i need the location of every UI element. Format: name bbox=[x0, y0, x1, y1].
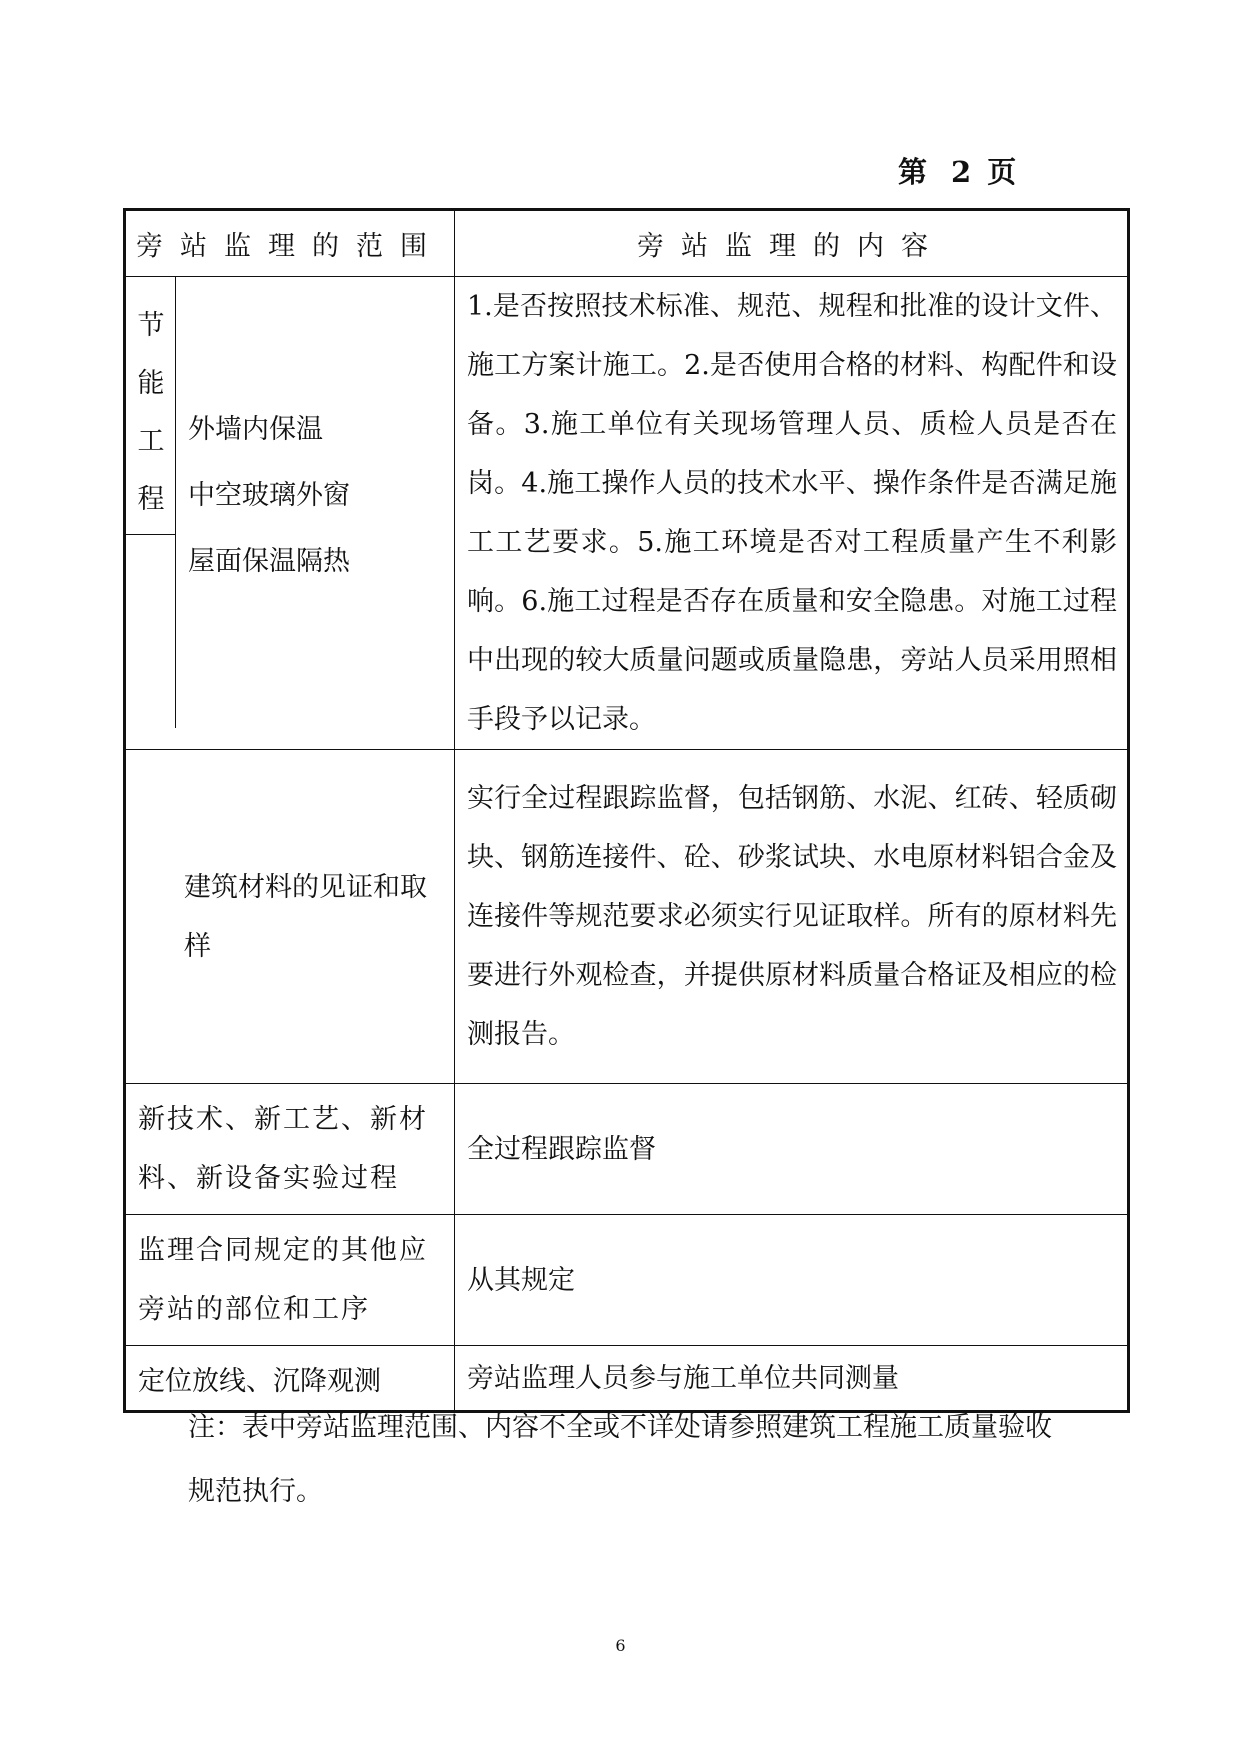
energy-label-char: 能 bbox=[137, 368, 165, 399]
column-header-content: 旁站监理的内容 bbox=[455, 210, 1129, 277]
position-content: 旁站监理人员参与施工单位共同测量 bbox=[455, 1346, 1129, 1412]
energy-content: 1.是否按照技术标准、规范、规程和批准的设计文件、施工方案计施工。2.是否使用合格的材料、构配件和设备。3.施工单位有关现场管理人员、质检人员是否在岗。4.施工操作人员的技术水平、操作条件是否满足施工工艺要求。5.施工环境是否对工程质量产生不利影响。6.施工过程是否存在质量和安全隐患。对施工过程中出现的较大质量问题或质量隐患，旁站人员采用照相手段予以记录。 bbox=[455, 277, 1129, 750]
other-scope: 监理合同规定的其他应旁站的部位和工序 bbox=[125, 1215, 455, 1346]
other-content: 从其规定 bbox=[455, 1215, 1129, 1346]
page-prefix: 第 bbox=[898, 155, 930, 189]
supervision-table bbox=[123, 208, 1130, 1413]
material-content: 实行全过程跟踪监督，包括钢筋、水泥、红砖、轻质砌块、钢筋连接件、砼、砂浆试块、水电原材料铝合金及连接件等规范要求必须实行见证取样。所有的原材料先要进行外观检查，并提供原材料质量合格证及相应的检测报告。 bbox=[455, 750, 1129, 1084]
page-number: 2 bbox=[951, 155, 974, 189]
table-row-other bbox=[125, 1215, 1129, 1346]
page-number-header bbox=[898, 150, 1018, 191]
table-note: 注：表中旁站监理范围、内容不全或不详处请参照建筑工程施工质量验收规范执行。 bbox=[188, 1412, 1052, 1507]
table-row-energy bbox=[125, 277, 1129, 750]
material-scope: 建筑材料的见证和取样 bbox=[125, 750, 455, 1084]
tech-content: 全过程跟踪监督 bbox=[455, 1084, 1129, 1215]
table-row-tech bbox=[125, 1084, 1129, 1215]
position-scope: 定位放线、沉降观测 bbox=[125, 1346, 455, 1412]
table-header-row bbox=[125, 210, 1129, 277]
energy-item: 屋面保温隔热 bbox=[188, 546, 350, 577]
energy-label bbox=[126, 277, 176, 728]
energy-label-char: 节 bbox=[137, 310, 165, 341]
energy-item: 中空玻璃外窗 bbox=[188, 480, 350, 511]
energy-label-char: 程 bbox=[137, 484, 165, 515]
energy-label-char: 工 bbox=[137, 426, 165, 457]
table-row-material bbox=[125, 750, 1129, 1084]
page-suffix: 页 bbox=[987, 155, 1019, 189]
energy-items bbox=[188, 397, 350, 595]
energy-label-divider bbox=[126, 534, 176, 535]
column-header-scope: 旁站监理的范围 bbox=[125, 210, 455, 277]
energy-scope-cell bbox=[125, 277, 455, 750]
footer-page-number: 6 bbox=[615, 1636, 626, 1655]
energy-item: 外墙内保温 bbox=[188, 414, 323, 445]
tech-scope: 新技术、新工艺、新材料、新设备实验过程 bbox=[125, 1084, 455, 1215]
